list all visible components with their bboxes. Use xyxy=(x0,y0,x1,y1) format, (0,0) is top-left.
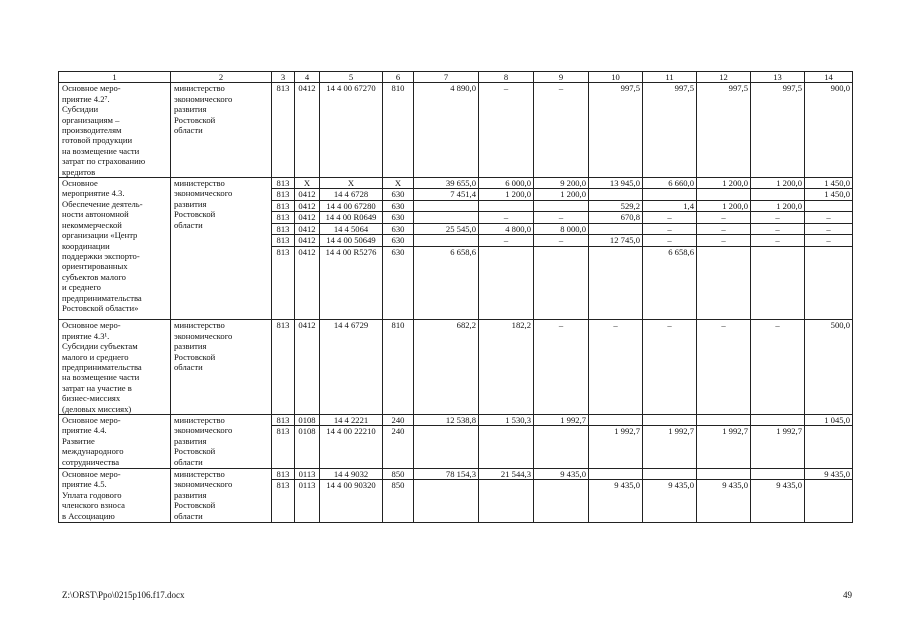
budget-code-cell: 14 4 6729 xyxy=(320,320,383,415)
amount-cell: – xyxy=(479,83,534,178)
budget-code-cell: 14 4 00 67280 xyxy=(320,200,383,211)
amount-cell xyxy=(414,426,479,469)
column-header: 9 xyxy=(534,72,589,83)
budget-code-cell: 810 xyxy=(383,83,414,178)
amount-cell: 78 154,3 xyxy=(414,468,479,479)
amount-cell: 1,4 xyxy=(643,200,697,211)
description-line: мероприятие 4.3. xyxy=(62,188,125,199)
amount-cell: 1 200,0 xyxy=(479,189,534,200)
amount-cell: 1 200,0 xyxy=(751,178,805,189)
budget-code-cell: 0412 xyxy=(295,212,320,223)
description-line: Обеспечение деятель- xyxy=(62,198,143,209)
organization-line: области xyxy=(174,219,203,230)
column-header: 5 xyxy=(320,72,383,83)
column-header: 7 xyxy=(414,72,479,83)
amount-cell: 4 890,0 xyxy=(414,83,479,178)
budget-code-cell: 813 xyxy=(272,426,295,469)
amount-cell xyxy=(805,480,853,523)
measure-description xyxy=(59,468,171,522)
organization-line: экономического xyxy=(174,479,233,490)
budget-code-cell: 813 xyxy=(272,468,295,479)
amount-cell xyxy=(805,246,853,320)
amount-cell xyxy=(479,480,534,523)
amount-cell: 8 000,0 xyxy=(534,223,589,234)
description-line: производителям xyxy=(62,125,122,136)
amount-cell: 500,0 xyxy=(805,320,853,415)
table-header-row xyxy=(59,72,853,83)
organization-line: развития xyxy=(174,198,207,209)
executor-organization xyxy=(171,83,272,178)
table-row xyxy=(59,414,853,425)
amount-cell: 9 435,0 xyxy=(589,480,643,523)
description-line: организации «Центр xyxy=(62,230,138,241)
budget-code-cell: 14 4 5064 xyxy=(320,223,383,234)
description-line: приятие 4.4. xyxy=(62,425,107,436)
description-line: затрат на участие в xyxy=(62,382,132,393)
organization-line: развития xyxy=(174,104,207,115)
budget-code-cell: 0108 xyxy=(295,426,320,469)
budget-code-cell: 0113 xyxy=(295,480,320,523)
amount-cell: – xyxy=(751,223,805,234)
description-line: Основное меро- xyxy=(62,468,121,479)
footer-file-path: Z:\ORST\Ppo\0215p106.f17.docx xyxy=(62,590,185,600)
amount-cell: – xyxy=(805,223,853,234)
amount-cell xyxy=(414,235,479,246)
amount-cell xyxy=(805,426,853,469)
organization-line: министерство xyxy=(174,178,225,189)
amount-cell: 997,5 xyxy=(697,83,751,178)
amount-cell: 12 538,8 xyxy=(414,414,479,425)
amount-cell: 1 200,0 xyxy=(534,189,589,200)
budget-code-cell: 0113 xyxy=(295,468,320,479)
description-line: (деловых миссиях) xyxy=(62,403,132,414)
amount-cell: 9 435,0 xyxy=(643,480,697,523)
amount-cell: 7 451,4 xyxy=(414,189,479,200)
amount-cell: 21 544,3 xyxy=(479,468,534,479)
amount-cell xyxy=(589,468,643,479)
amount-cell: 1 450,0 xyxy=(805,189,853,200)
budget-code-cell: 630 xyxy=(383,235,414,246)
amount-cell xyxy=(534,246,589,320)
description-line: приятие 4.3¹. xyxy=(62,330,110,341)
measure-description xyxy=(59,83,171,178)
amount-cell: 1 992,7 xyxy=(643,426,697,469)
amount-cell: 670,8 xyxy=(589,212,643,223)
description-line: Основное меро- xyxy=(62,320,121,331)
measure-description xyxy=(59,414,171,468)
budget-code-cell: 14 4 00 90320 xyxy=(320,480,383,523)
amount-cell: 997,5 xyxy=(751,83,805,178)
budget-code-cell: X xyxy=(320,178,383,189)
organization-line: министерство xyxy=(174,414,225,425)
organization-line: области xyxy=(174,361,203,372)
budget-code-cell: 813 xyxy=(272,83,295,178)
description-line: Основное меро- xyxy=(62,83,121,94)
description-line: Основное меро- xyxy=(62,414,121,425)
description-line: Ростовской области» xyxy=(62,302,139,313)
description-line: поддержки экспорто- xyxy=(62,250,140,261)
column-header: 10 xyxy=(589,72,643,83)
column-header: 4 xyxy=(295,72,320,83)
description-line: готовой продукции xyxy=(62,135,133,146)
description-line: Основное xyxy=(62,178,98,189)
amount-cell xyxy=(479,200,534,211)
amount-cell: – xyxy=(697,320,751,415)
description-line: предпринимательства xyxy=(62,292,142,303)
amount-cell: 1 200,0 xyxy=(751,200,805,211)
amount-cell: 13 945,0 xyxy=(589,178,643,189)
organization-line: области xyxy=(174,510,203,521)
amount-cell xyxy=(751,246,805,320)
budget-code-cell: 0412 xyxy=(295,246,320,320)
table-row xyxy=(59,83,853,178)
amount-cell: 682,2 xyxy=(414,320,479,415)
organization-line: министерство xyxy=(174,320,225,331)
budget-code-cell: 240 xyxy=(383,414,414,425)
amount-cell: – xyxy=(805,212,853,223)
amount-cell: 529,2 xyxy=(589,200,643,211)
measure-description xyxy=(59,320,171,415)
organization-line: Ростовской xyxy=(174,209,216,220)
amount-cell: 182,2 xyxy=(479,320,534,415)
budget-code-cell: 14 4 00 R5276 xyxy=(320,246,383,320)
executor-organization xyxy=(171,414,272,468)
budget-code-cell: 14 4 00 50649 xyxy=(320,235,383,246)
budget-code-cell: 0412 xyxy=(295,320,320,415)
column-header: 2 xyxy=(171,72,272,83)
budget-table xyxy=(58,71,853,523)
amount-cell: – xyxy=(643,212,697,223)
description-line: субъектов малого xyxy=(62,271,126,282)
amount-cell: – xyxy=(751,320,805,415)
budget-code-cell: 240 xyxy=(383,426,414,469)
organization-line: экономического xyxy=(174,425,233,436)
organization-line: области xyxy=(174,125,203,136)
description-line: бизнес-миссиях xyxy=(62,393,121,404)
organization-line: развития xyxy=(174,341,207,352)
executor-organization xyxy=(171,468,272,522)
description-line: в Ассоциацию xyxy=(62,510,115,521)
organization-line: экономического xyxy=(174,188,233,199)
amount-cell xyxy=(589,414,643,425)
budget-code-cell: 813 xyxy=(272,235,295,246)
column-header: 12 xyxy=(697,72,751,83)
amount-cell: 9 435,0 xyxy=(697,480,751,523)
table-row xyxy=(59,178,853,189)
amount-cell xyxy=(414,200,479,211)
table-row xyxy=(59,320,853,415)
amount-cell: 1 992,7 xyxy=(697,426,751,469)
budget-code-cell: 14 4 9032 xyxy=(320,468,383,479)
description-line: предпринимательства xyxy=(62,361,142,372)
organization-line: министерство xyxy=(174,468,225,479)
organization-line: Ростовской xyxy=(174,351,216,362)
budget-code-cell: 813 xyxy=(272,200,295,211)
amount-cell: – xyxy=(697,235,751,246)
amount-cell xyxy=(589,189,643,200)
budget-code-cell: 813 xyxy=(272,178,295,189)
organization-line: министерство xyxy=(174,83,225,94)
amount-cell: 12 745,0 xyxy=(589,235,643,246)
amount-cell: 6 658,6 xyxy=(643,246,697,320)
budget-code-cell: 14 4 6728 xyxy=(320,189,383,200)
description-line: Субсидии субъектам xyxy=(62,341,138,352)
measure-description xyxy=(59,178,171,320)
organization-line: экономического xyxy=(174,330,233,341)
amount-cell: 900,0 xyxy=(805,83,853,178)
amount-cell xyxy=(751,189,805,200)
amount-cell: – xyxy=(805,235,853,246)
amount-cell xyxy=(534,200,589,211)
budget-code-cell: 14 4 2221 xyxy=(320,414,383,425)
description-line: кредитов xyxy=(62,166,96,177)
amount-cell: 39 655,0 xyxy=(414,178,479,189)
page-number: 49 xyxy=(843,590,852,600)
amount-cell xyxy=(589,246,643,320)
amount-cell xyxy=(751,468,805,479)
description-line: сотрудничества xyxy=(62,456,120,467)
budget-code-cell: 850 xyxy=(383,468,414,479)
description-line: и среднего xyxy=(62,282,101,293)
organization-line: области xyxy=(174,456,203,467)
organization-line: экономического xyxy=(174,93,233,104)
column-header: 1 xyxy=(59,72,171,83)
amount-cell: 1 450,0 xyxy=(805,178,853,189)
amount-cell: 1 200,0 xyxy=(697,178,751,189)
budget-code-cell: 813 xyxy=(272,246,295,320)
amount-cell: – xyxy=(751,235,805,246)
budget-code-cell: 0412 xyxy=(295,235,320,246)
amount-cell: – xyxy=(479,212,534,223)
organization-line: развития xyxy=(174,435,207,446)
amount-cell xyxy=(479,426,534,469)
description-line: приятие 4.5. xyxy=(62,479,107,490)
budget-code-cell: 0412 xyxy=(295,223,320,234)
description-line: затрат по страхованию xyxy=(62,156,146,167)
column-header: 6 xyxy=(383,72,414,83)
amount-cell xyxy=(697,414,751,425)
column-header: 14 xyxy=(805,72,853,83)
description-line: приятие 4.2⁷. xyxy=(62,93,110,104)
budget-code-cell: 0108 xyxy=(295,414,320,425)
amount-cell: – xyxy=(643,235,697,246)
amount-cell: 9 435,0 xyxy=(534,468,589,479)
amount-cell: 997,5 xyxy=(589,83,643,178)
budget-code-cell: 630 xyxy=(383,223,414,234)
budget-code-cell: X xyxy=(383,178,414,189)
amount-cell: 25 545,0 xyxy=(414,223,479,234)
amount-cell: – xyxy=(534,83,589,178)
amount-cell xyxy=(697,246,751,320)
organization-line: Ростовской xyxy=(174,114,216,125)
column-header: 11 xyxy=(643,72,697,83)
amount-cell: – xyxy=(479,235,534,246)
amount-cell: – xyxy=(534,235,589,246)
amount-cell: – xyxy=(643,223,697,234)
budget-code-cell: 0412 xyxy=(295,83,320,178)
amount-cell: 9 435,0 xyxy=(805,468,853,479)
budget-table-sheet xyxy=(58,71,852,523)
budget-code-cell: 813 xyxy=(272,212,295,223)
executor-organization xyxy=(171,320,272,415)
budget-code-cell: 813 xyxy=(272,480,295,523)
budget-code-cell: 850 xyxy=(383,480,414,523)
amount-cell: 9 435,0 xyxy=(751,480,805,523)
budget-code-cell: 813 xyxy=(272,414,295,425)
organization-line: Ростовской xyxy=(174,446,216,457)
description-line: на возмещение части xyxy=(62,372,140,383)
amount-cell: 997,5 xyxy=(643,83,697,178)
description-line: ности автономной xyxy=(62,209,129,220)
table-row xyxy=(59,468,853,479)
amount-cell: – xyxy=(643,320,697,415)
amount-cell xyxy=(643,189,697,200)
description-line: Развитие xyxy=(62,435,95,446)
amount-cell xyxy=(479,246,534,320)
description-line: организациям – xyxy=(62,114,120,125)
amount-cell: – xyxy=(589,320,643,415)
amount-cell: – xyxy=(534,212,589,223)
amount-cell: – xyxy=(751,212,805,223)
amount-cell: 1 045,0 xyxy=(805,414,853,425)
description-line: Уплата годового xyxy=(62,489,122,500)
amount-cell xyxy=(414,212,479,223)
organization-line: развития xyxy=(174,489,207,500)
amount-cell: 6 658,6 xyxy=(414,246,479,320)
column-header: 13 xyxy=(751,72,805,83)
amount-cell: 1 992,7 xyxy=(589,426,643,469)
amount-cell: – xyxy=(697,212,751,223)
description-line: на возмещение части xyxy=(62,145,140,156)
amount-cell xyxy=(414,480,479,523)
amount-cell: 1 992,7 xyxy=(751,426,805,469)
budget-code-cell: 813 xyxy=(272,223,295,234)
amount-cell: 1 992,7 xyxy=(534,414,589,425)
description-line: малого и среднего xyxy=(62,351,129,362)
budget-code-cell: X xyxy=(295,178,320,189)
amount-cell: – xyxy=(697,223,751,234)
amount-cell: 1 200,0 xyxy=(697,200,751,211)
budget-code-cell: 0412 xyxy=(295,200,320,211)
amount-cell xyxy=(643,468,697,479)
amount-cell: – xyxy=(534,320,589,415)
amount-cell: 6 660,0 xyxy=(643,178,697,189)
description-line: координации xyxy=(62,240,110,251)
organization-line: Ростовской xyxy=(174,500,216,511)
budget-code-cell: 0412 xyxy=(295,189,320,200)
amount-cell: 6 000,0 xyxy=(479,178,534,189)
amount-cell: 1 530,3 xyxy=(479,414,534,425)
column-header: 8 xyxy=(479,72,534,83)
budget-code-cell: 14 4 00 22210 xyxy=(320,426,383,469)
budget-code-cell: 14 4 00 67270 xyxy=(320,83,383,178)
budget-code-cell: 813 xyxy=(272,320,295,415)
description-line: Субсидии xyxy=(62,104,99,115)
amount-cell xyxy=(534,480,589,523)
amount-cell xyxy=(697,468,751,479)
description-line: некоммерческой xyxy=(62,219,122,230)
amount-cell xyxy=(534,426,589,469)
budget-code-cell: 813 xyxy=(272,189,295,200)
amount-cell xyxy=(751,414,805,425)
budget-code-cell: 810 xyxy=(383,320,414,415)
description-line: ориентированных xyxy=(62,261,128,272)
amount-cell xyxy=(589,223,643,234)
executor-organization xyxy=(171,178,272,320)
amount-cell: 4 800,0 xyxy=(479,223,534,234)
budget-code-cell: 630 xyxy=(383,200,414,211)
description-line: членского взноса xyxy=(62,500,125,511)
budget-code-cell: 14 4 00 R0649 xyxy=(320,212,383,223)
amount-cell xyxy=(643,414,697,425)
budget-code-cell: 630 xyxy=(383,189,414,200)
amount-cell: 9 200,0 xyxy=(534,178,589,189)
description-line: международного xyxy=(62,446,124,457)
budget-code-cell: 630 xyxy=(383,246,414,320)
amount-cell xyxy=(805,200,853,211)
column-header: 3 xyxy=(272,72,295,83)
budget-code-cell: 630 xyxy=(383,212,414,223)
amount-cell xyxy=(697,189,751,200)
